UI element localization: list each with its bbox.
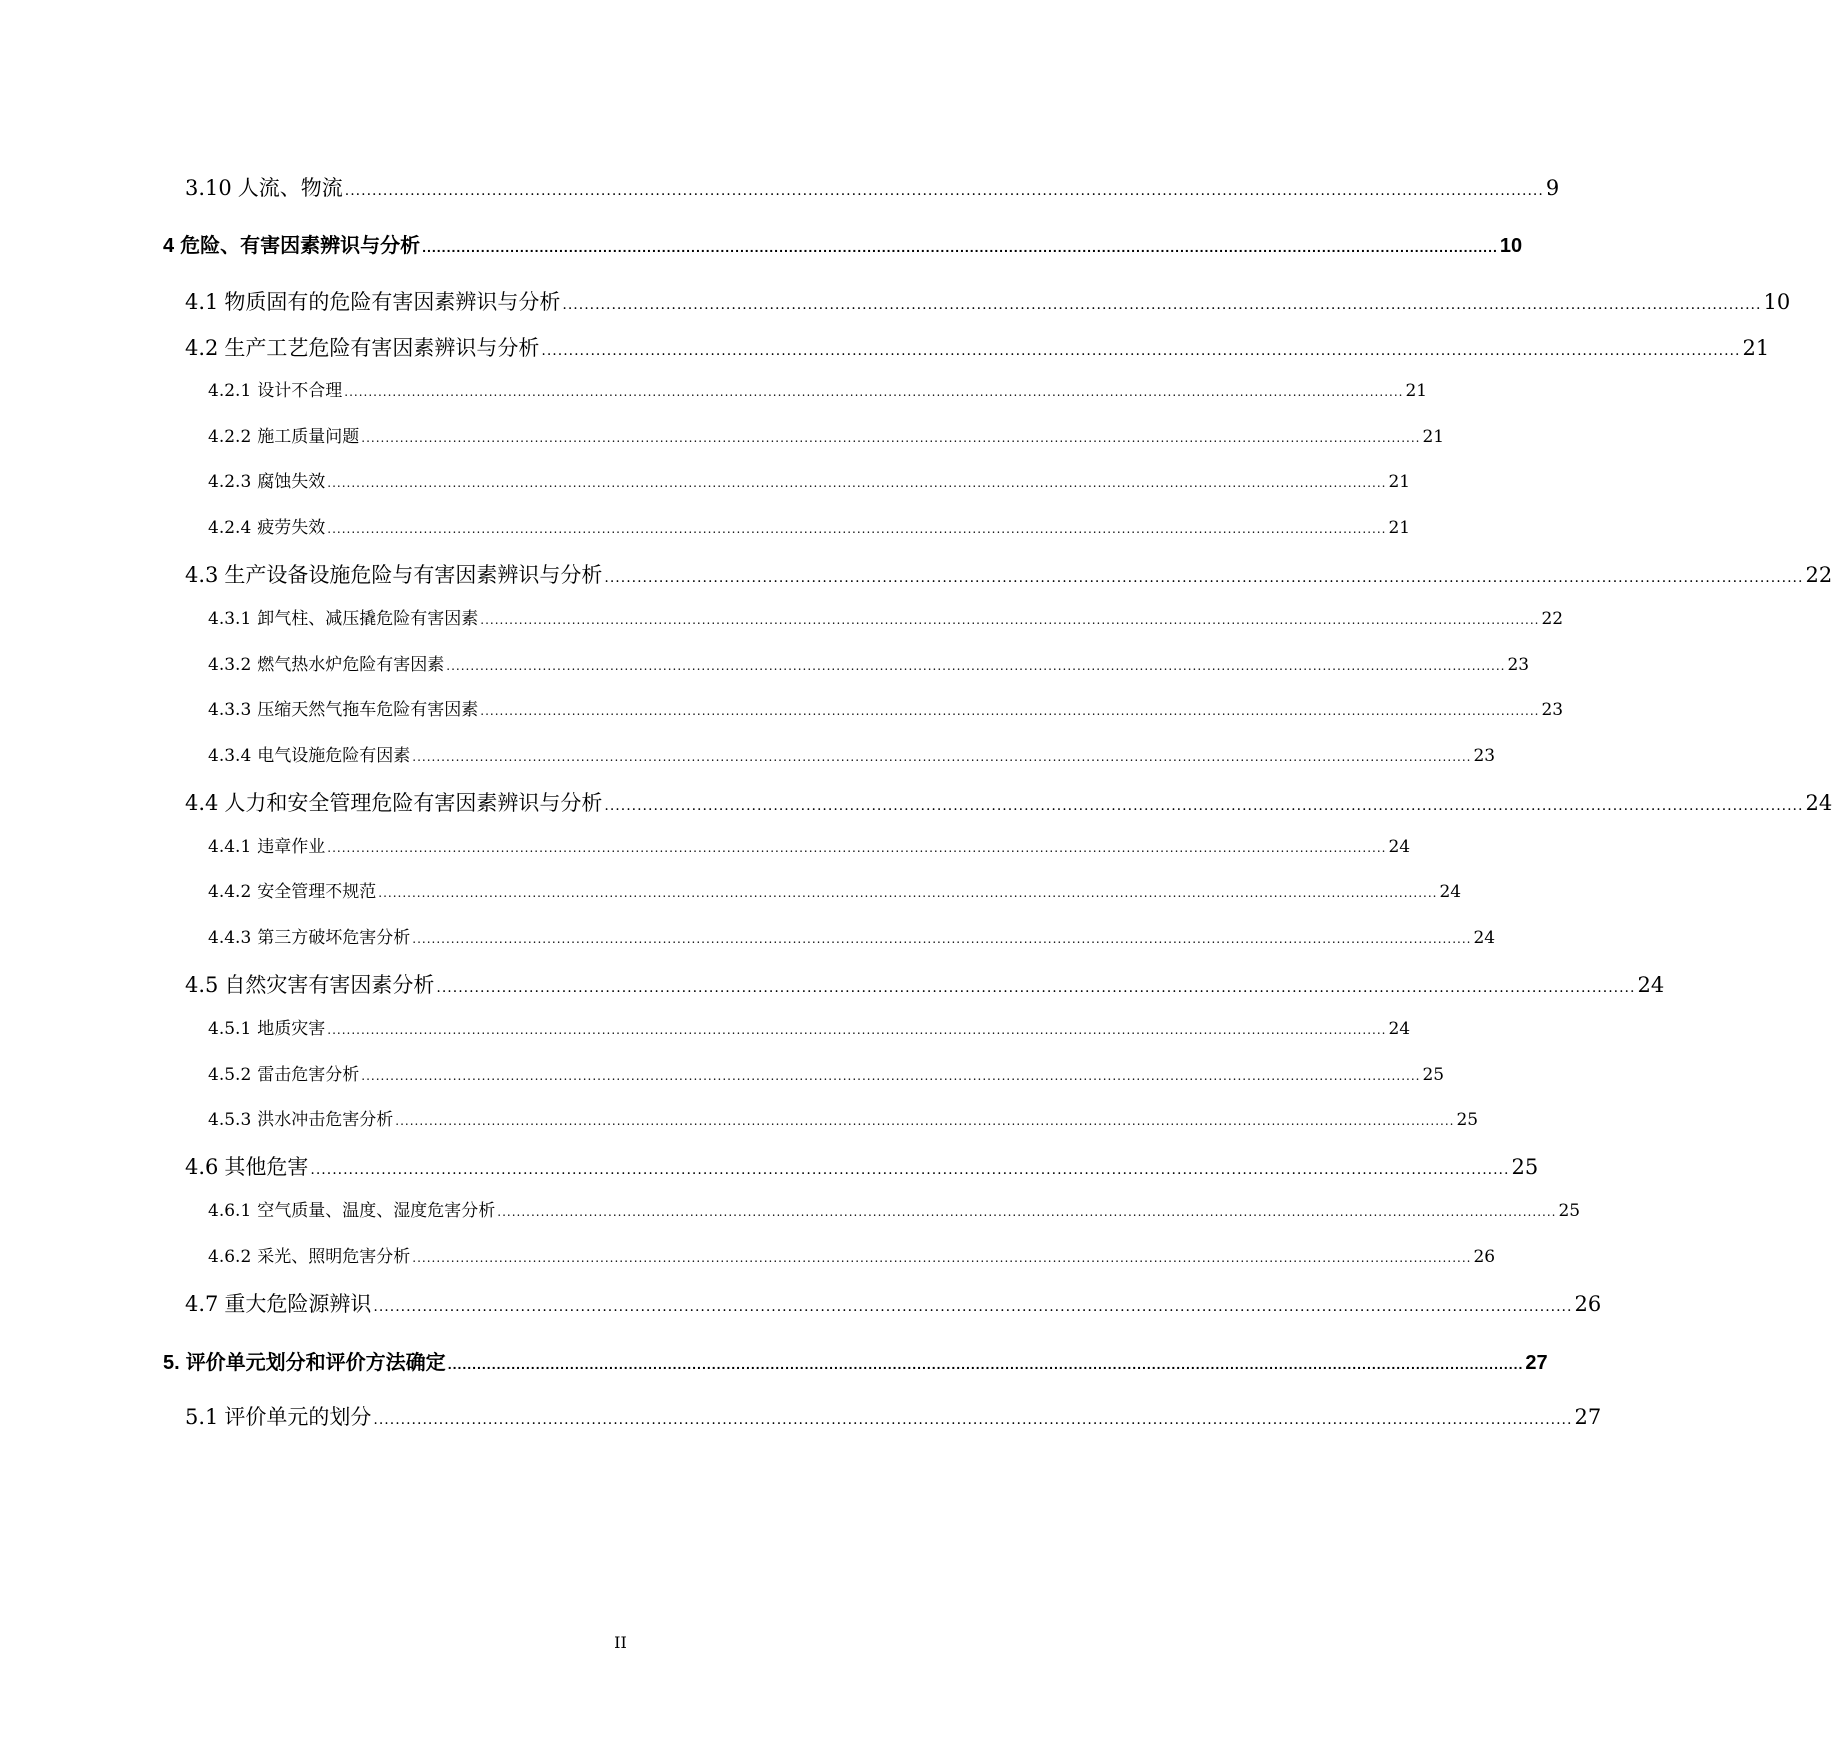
toc-entry-title: 第三方破坏危害分析 [257,928,411,948]
toc-entry-page: 25 [1422,1065,1445,1085]
dot-leader: ............................................................................................................................................................................................................................ [497,1205,1557,1219]
toc-entry[interactable] [208,1060,1445,1085]
dot-leader: ............................................................................................................................................................................................................................ [373,1412,1573,1428]
toc-entry[interactable] [185,1151,1539,1181]
toc-entry[interactable] [208,376,1428,401]
toc-entry-page: 9 [1545,176,1560,200]
toc-entry-title: 危险、有害因素辨识与分析 [180,235,421,257]
toc-entry[interactable] [185,172,1560,202]
toc-entry[interactable] [185,787,1832,817]
toc-entry-page: 22 [1541,609,1564,629]
toc-entry-page: 25 [1558,1201,1581,1221]
dot-leader: ............................................................................................................................................................................................................................ [412,932,1472,946]
toc-entry-number: 4.4.1 [208,837,252,857]
toc-entry-number: 5.1 [185,1405,219,1429]
toc-entry-title: 洪水冲击危害分析 [257,1110,394,1130]
toc-entry-number: 4.4 [185,791,219,815]
toc-entry-number: 4.4.2 [208,882,252,902]
toc-entry-number: 5. [163,1352,180,1374]
dot-leader: ............................................................................................................................................................................................................................ [344,385,1404,399]
toc-entry-page: 21 [1422,427,1445,447]
toc-entry-title: 压缩天然气拖车危险有害因素 [257,700,479,720]
dot-leader: ............................................................................................................................................................................................................................ [446,659,1506,673]
toc-entry-title: 设计不合理 [257,381,343,401]
dot-leader: ............................................................................................................................................................................................................................ [436,980,1636,996]
toc-entry-number: 4.3.3 [208,700,252,720]
toc-entry-page: 24 [1388,1019,1411,1039]
toc-entry-title: 疲劳失效 [257,518,326,538]
toc-entry-page: 26 [1473,1247,1496,1267]
dot-leader: ............................................................................................................................................................................................................................ [604,798,1804,814]
toc-entry-number: 4.2.3 [208,472,252,492]
toc-entry[interactable] [208,513,1411,538]
toc-entry-number: 4.7 [185,1292,219,1316]
toc-entry-title: 重大危险源辨识 [224,1292,372,1316]
toc-entry-page: 21 [1388,472,1411,492]
dot-leader: ............................................................................................................................................................................................................................ [361,431,1421,445]
toc-entry-title: 空气质量、温度、湿度危害分析 [257,1201,496,1221]
dot-leader: ............................................................................................................................................................................................................................ [327,476,1387,490]
dot-leader: ............................................................................................................................................................................................................................ [480,613,1540,627]
toc-entry-page: 21 [1388,518,1411,538]
toc-entry-number: 4.6.1 [208,1201,252,1221]
toc-entry-number: 4.1 [185,290,219,314]
toc-entry-title: 评价单元划分和评价方法确定 [185,1352,446,1374]
toc-entry-page: 24 [1637,973,1665,997]
toc-entry[interactable] [208,832,1411,857]
toc-entry-page: 23 [1507,655,1530,675]
toc-entry-title: 施工质量问题 [257,427,360,447]
toc-entry-page: 27 [1525,1352,1548,1374]
toc-entry[interactable] [185,332,1770,362]
toc-entry[interactable] [185,286,1791,316]
toc-entry-title: 卸气柱、减压撬危险有害因素 [257,609,479,629]
toc-entry[interactable] [208,467,1411,492]
toc-entry-page: 22 [1805,563,1832,587]
toc-entry-title: 评价单元的划分 [224,1405,372,1429]
toc-entry-title: 物质固有的危险有害因素辨识与分析 [224,290,561,314]
dot-leader: ............................................................................................................................................................................................................................ [327,1023,1387,1037]
toc-entry[interactable] [163,1346,1548,1375]
toc-entry-number: 4.4.3 [208,928,252,948]
dot-leader: ............................................................................................................................................................................................................................ [327,841,1387,855]
toc-entry[interactable] [208,650,1530,675]
toc-entry[interactable] [185,559,1832,589]
page-number: II [614,1633,627,1652]
toc-entry-title: 人流、物流 [237,176,343,200]
toc-entry-page: 23 [1473,746,1496,766]
toc-entry-page: 24 [1805,791,1832,815]
toc-entry-number: 4.5.1 [208,1019,252,1039]
toc-entry-number: 4.6.2 [208,1247,252,1267]
toc-entry[interactable] [185,969,1665,999]
toc-entry-title: 雷击危害分析 [257,1065,360,1085]
dot-leader: ............................................................................................................................................................................................................................ [604,570,1804,586]
toc-entry[interactable] [208,741,1496,766]
dot-leader: ............................................................................................................................................................................................................................ [344,183,1544,199]
toc-entry-page: 24 [1473,928,1496,948]
toc-entry-title: 违章作业 [257,837,326,857]
toc-entry-title: 地质灾害 [257,1019,326,1039]
dot-leader: ............................................................................................................................................................................................................................ [361,1069,1421,1083]
toc-entry[interactable] [208,695,1564,720]
toc-entry-title: 燃气热水炉危险有害因素 [257,655,445,675]
toc-entry-number: 4.6 [185,1155,219,1179]
toc-entry-title: 安全管理不规范 [257,882,377,902]
toc-entry[interactable] [185,1288,1602,1318]
toc-entry-page: 24 [1388,837,1411,857]
toc-entry-number: 3.10 [185,176,232,200]
toc-entry-number: 4.2.2 [208,427,252,447]
toc-entry-page: 10 [1763,290,1791,314]
toc-entry-number: 4.5 [185,973,219,997]
toc-entry-page: 10 [1499,235,1523,257]
dot-leader: ............................................................................................................................................................................................................................ [480,704,1540,718]
toc-entry-title: 人力和安全管理危险有害因素辨识与分析 [224,791,603,815]
toc-entry[interactable] [208,877,1462,902]
toc-entry-page: 25 [1456,1110,1479,1130]
toc-entry-number: 4.5.3 [208,1110,252,1130]
toc-entry-number: 4.3.2 [208,655,252,675]
dot-leader: ............................................................................................................................................................................................................................ [562,297,1762,313]
toc-entry-number: 4.2.1 [208,381,252,401]
dot-leader: ............................................................................................................................................................................................................................ [373,1299,1573,1315]
dot-leader: ............................................................................................................................................................................................................................ [412,750,1472,764]
toc-entry-title: 自然灾害有害因素分析 [224,973,435,997]
toc-entry[interactable] [208,604,1564,629]
dot-leader: ............................................................................................................................................................................................................................ [541,343,1741,359]
toc-entry-title: 其他危害 [224,1155,309,1179]
toc-entry-number: 4.3.1 [208,609,252,629]
dot-leader: ............................................................................................................................................................................................................................ [447,1356,1524,1372]
toc-entry-page: 26 [1574,1292,1602,1316]
toc-entry-number: 4.2.4 [208,518,252,538]
dot-leader: ............................................................................................................................................................................................................................ [395,1114,1455,1128]
toc-entry[interactable] [208,422,1445,447]
toc-entry[interactable] [208,1242,1496,1267]
toc-entry[interactable] [163,229,1523,258]
toc-entry-page: 21 [1405,381,1428,401]
toc-entry-title: 采光、照明危害分析 [257,1247,411,1267]
toc-entry-title: 腐蚀失效 [257,472,326,492]
toc-entry-page: 27 [1574,1405,1602,1429]
toc-entry-page: 23 [1541,700,1564,720]
toc-entry[interactable] [208,1196,1581,1221]
dot-leader: ............................................................................................................................................................................................................................ [310,1162,1510,1178]
toc-entry-title: 生产工艺危险有害因素辨识与分析 [224,336,540,360]
dot-leader: ............................................................................................................................................................................................................................ [378,886,1438,900]
toc-entry-title: 电气设施危险有因素 [257,746,411,766]
toc-entry-number: 4.3.4 [208,746,252,766]
toc-entry-number: 4.5.2 [208,1065,252,1085]
toc-entry-page: 21 [1742,336,1770,360]
toc-entry[interactable] [208,923,1496,948]
toc-entry-page: 24 [1439,882,1462,902]
toc-entry-page: 25 [1511,1155,1539,1179]
toc-entry[interactable] [208,1105,1479,1130]
toc-entry[interactable] [208,1014,1411,1039]
dot-leader: ............................................................................................................................................................................................................................ [412,1251,1472,1265]
toc-entry-number: 4.2 [185,336,219,360]
toc-entry-number: 4 [163,235,175,257]
dot-leader: ............................................................................................................................................................................................................................ [327,522,1387,536]
toc-entry-title: 生产设备设施危险与有害因素辨识与分析 [224,563,603,587]
toc-entry[interactable] [185,1401,1602,1431]
dot-leader: ............................................................................................................................................................................................................................ [422,239,1498,255]
toc-entry-number: 4.3 [185,563,219,587]
